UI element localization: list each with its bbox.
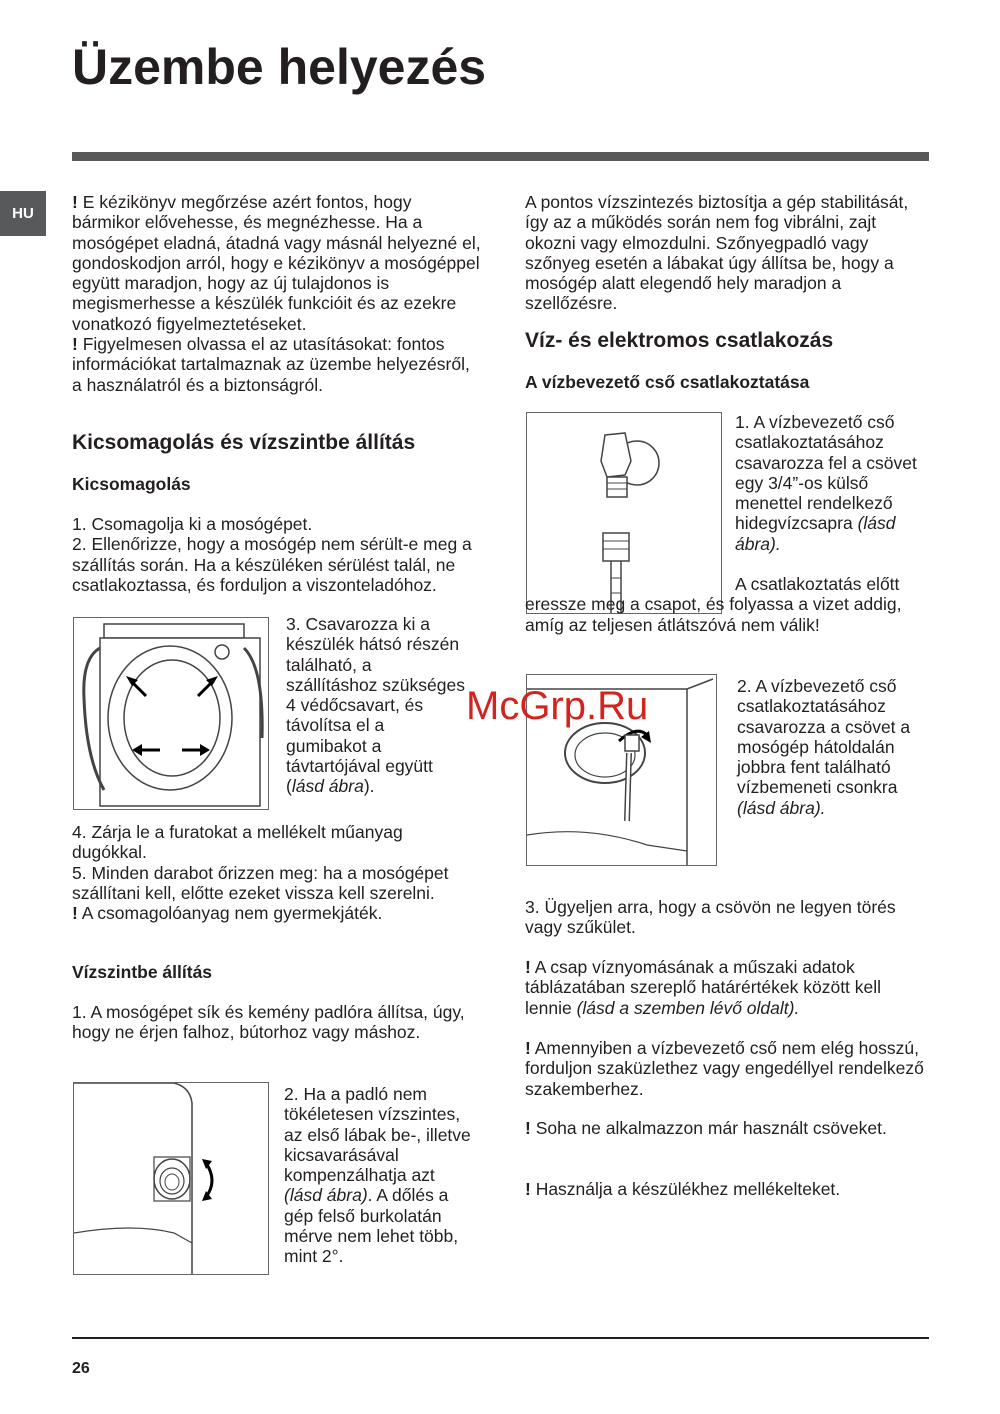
heading-unpack-level: Kicsomagolás és vízszintbe állítás (72, 431, 416, 454)
inlet-step-1: 1. A vízbevezető cső csatlakoztatásához csavarozza fel a csövet egy 3/4”-os külső menettel rendelkező hidegvízcsapra (lásd ábra). (735, 412, 917, 554)
unpack-step-2: 2. Ellenőrizze, hogy a mosógép nem sérült-e meg a szállítás során. Ha a készüléken sérülést talál, ne csatlakoztassa, és forduljon a viszonteladóhoz. (72, 534, 472, 595)
washer-back-illustration (74, 618, 268, 809)
heading-unpack: Kicsomagolás (72, 474, 191, 494)
level-paragraph: A pontos vízszintezés biztosítja a gép stabilitását, így az a működés során nem fog vibrálni, zajt okozni vagy elmozdulni. Szőnyegpadló vagy szőnyeg esetén a lábakat úgy állítsa be, hogy a mosógép alatt elegendő hely maradjon a szellőzésre. (525, 192, 909, 314)
foot-illustration (74, 1083, 268, 1274)
heading-connection: Víz- és elektromos csatlakozás (525, 329, 834, 352)
watermark: McGrp.Ru (466, 684, 649, 728)
figure-adjustable-foot (73, 1082, 269, 1275)
footer-rule (72, 1337, 929, 1339)
unpack-steps (72, 514, 477, 595)
unpack-step-4: 4. Zárja le a furatokat a mellékelt műanyag dugókkal. (72, 822, 403, 863)
inlet-step-3: 3. Ügyeljen arra, hogy a csövön ne legyen törés vagy szűkület. (525, 897, 896, 938)
unpack-steps-more (72, 822, 472, 923)
warning-pressure: ! A csap víznyomásának a műszaki adatok táblázatában szereplő határértékek között kell lennie (lásd a szemben lévő oldalt). (525, 957, 882, 1018)
unpack-step-1: 1. Csomagolja ki a mosógépet. (72, 514, 313, 534)
warning-length: ! Amennyiben a vízbevezető cső nem elég hosszú, forduljon szaküzlethez vagy engedéllyel rendelkező szakemberhez. (525, 1038, 924, 1099)
unpack-step-5: 5. Minden darabot őrizzen meg: ha a mosógépet szállítani kell, előtte ezeket vissza kell szerelni. (72, 862, 449, 903)
inlet-step-1-more: A csatlakoztatás előtt eressze meg a csapot, és folyassa a vizet addig, amíg az teljesen átlátszóvá nem válik! (525, 574, 902, 635)
intro-block (72, 192, 482, 395)
language-tab: HU (0, 191, 46, 236)
inlet-step-2: 2. A vízbevezető cső csatlakoztatásához csavarozza a csövet a mosógép hátoldalán jobbra fent található vízbemeneti csonkra (lásd ábra). (737, 676, 911, 818)
page-number: 26 (72, 1360, 90, 1377)
title-rule (72, 152, 929, 161)
warning-supplied: ! Használja a készülékhez mellékelteket. (525, 1179, 841, 1199)
intro-paragraph-2: ! Figyelmesen olvassa el az utasításokat: fontos információkat tartalmaznak az üzembe helyezésről, a használatról és a biztonságról. (72, 334, 470, 395)
warning-used-hoses: ! Soha ne alkalmazzon már használt csöveket. (525, 1118, 887, 1138)
level-step-2: 2. Ha a padló nem tökéletesen vízszintes, az első lábak be-, illetve kicsavarásával kompenzálhatja azt (lásd ábra). A dőlés a gép felső burkolatán mérve nem lehet több, mint 2°. (284, 1084, 471, 1267)
intro-paragraph-1: ! E kézikönyv megőrzése azért fontos, hogy bármikor elővehesse, és megnézhesse. Ha a mosógépet eladná, átadná vagy másnál helyezné el, gondoskodjon arról, hogy e kézikönyv a mosógéppel együtt maradjon, hogy az új tulajdonos is megismerhesse a készülék funkcióit és az ezekre vonatkozó figyelmeztetéseket. (72, 192, 481, 334)
heading-inlet: A vízbevezető cső csatlakoztatása (525, 372, 810, 392)
figure-back-panel (73, 617, 269, 810)
page-title: Üzembe helyezés (72, 39, 487, 95)
unpack-step-3: 3. Csavarozza ki a készülék hátsó részén található, a szállításhoz szükséges 4 védőcsavart, és távolítsa el a gumibakot a távtartójával együtt (lásd ábra). (286, 614, 465, 797)
unpack-warning: ! A csomagolóanyag nem gyermekjáték. (72, 903, 383, 924)
heading-level: Vízszintbe állítás (72, 962, 213, 982)
level-step-1: 1. A mosógépet sík és kemény padlóra állítsa, úgy, hogy ne érjen falhoz, bútorhoz vagy máshoz. (72, 1002, 465, 1043)
